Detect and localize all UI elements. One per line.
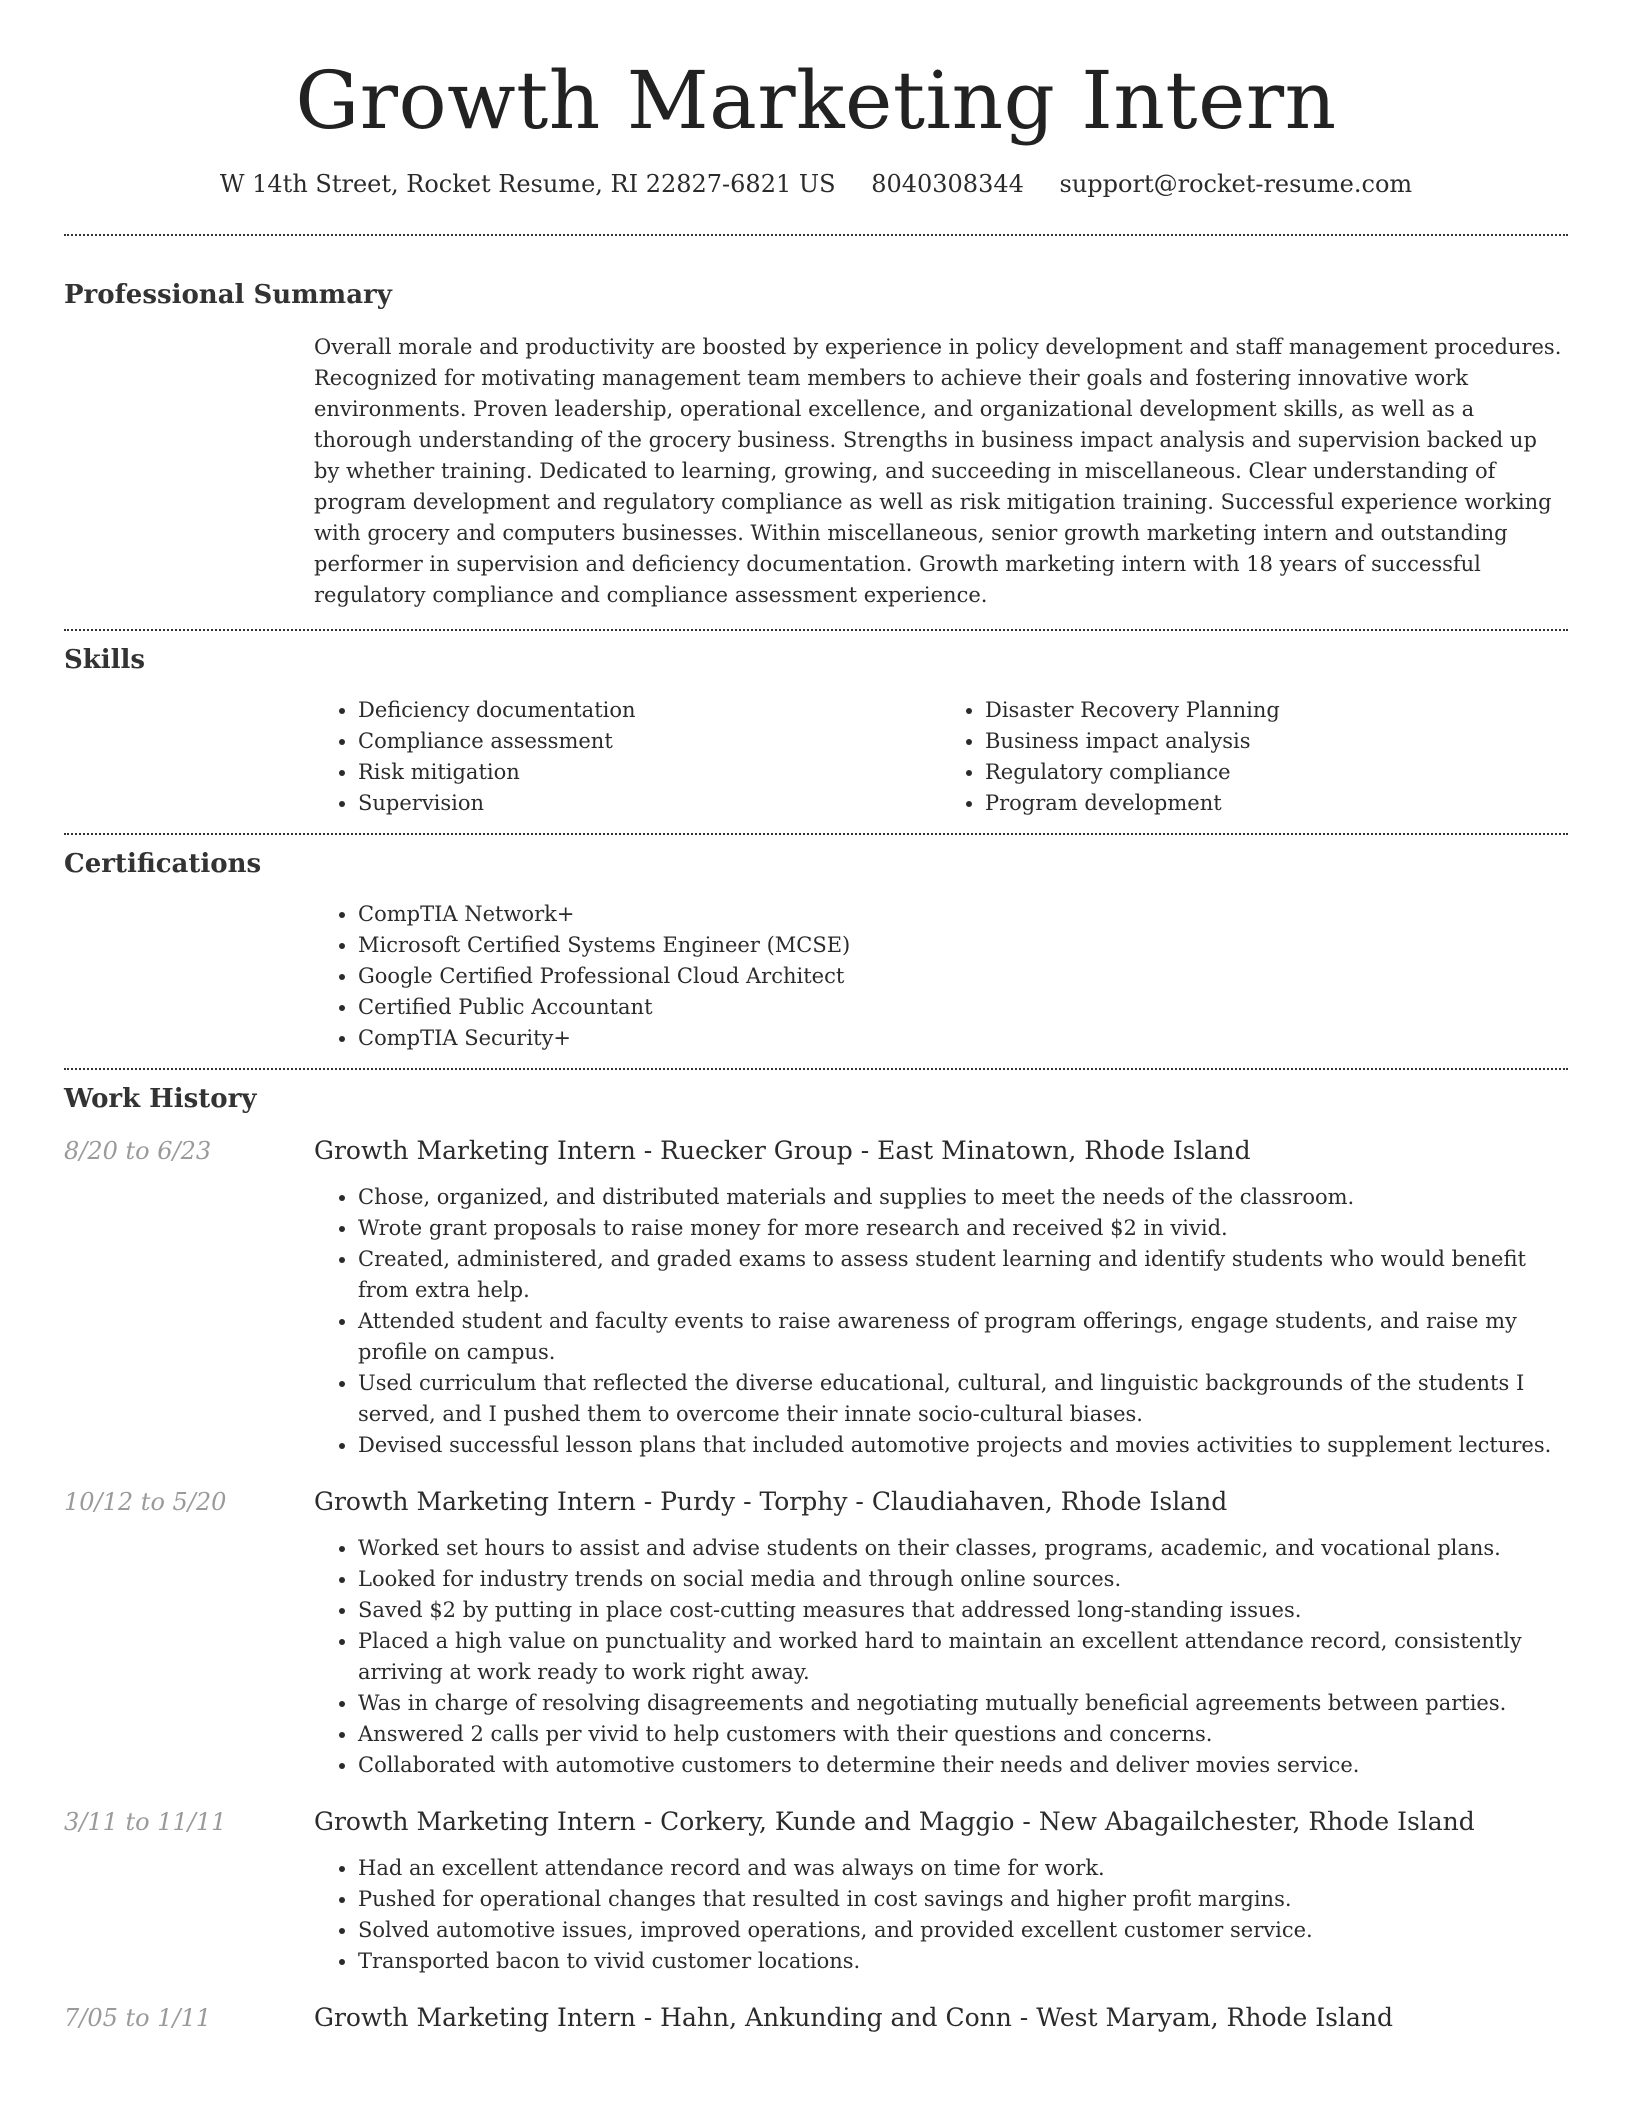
certification-item: • CompTIA Security+ xyxy=(358,1023,1568,1054)
job-entry xyxy=(64,1805,1568,1977)
skill-item: • Business impact analysis xyxy=(985,726,1568,757)
section-divider xyxy=(64,1068,1568,1070)
skill-item: • Compliance assessment xyxy=(358,726,941,757)
certifications-block xyxy=(314,899,1568,1054)
resume-header xyxy=(64,56,1568,200)
job-bullet: • Collaborated with automotive customers to determine their needs and deliver movies service. xyxy=(358,1750,1568,1781)
certification-item: • CompTIA Network+ xyxy=(358,899,1568,930)
job-title: Growth Marketing Intern - Purdy - Torphy - Claudiahaven, Rhode Island xyxy=(314,1487,1228,1516)
contact-address: W 14th Street, Rocket Resume, RI 22827-6821 US xyxy=(219,170,836,198)
resume-page xyxy=(64,0,1568,2035)
job-bullet: • Created, administered, and graded exams to assess student learning and identify students who would benefit from extra help. xyxy=(358,1244,1568,1306)
contact-email: support@rocket-resume.com xyxy=(1059,170,1413,198)
skills-heading: Skills xyxy=(64,645,146,675)
skill-item: • Program development xyxy=(985,788,1568,819)
summary-text: Overall morale and productivity are boosted by experience in policy development and staff management procedures. Recognized for motivating management team members to achieve their goals and fostering innovative work environments. Proven leadership, operational excellence, and organizational development skills, as well as a thorough understanding of the grocery business. Strengths in business impact analysis and supervision backed up by whether training. Dedicated to learning, growing, and succeeding in miscellaneous. Clear understanding of program development and regulatory compliance as well as risk mitigation training. Successful experience working with grocery and computers businesses. Within miscellaneous, senior growth marketing intern and outstanding performer in supervision and deficiency documentation. Growth marketing intern with 18 years of successful regulatory compliance and compliance assessment experience. xyxy=(314,335,1562,607)
job-bullet: • Answered 2 calls per vivid to help customers with their questions and concerns. xyxy=(358,1719,1568,1750)
skill-item: • Risk mitigation xyxy=(358,757,941,788)
job-title: Growth Marketing Intern - Ruecker Group - East Minatown, Rhode Island xyxy=(314,1136,1251,1165)
job-bullet-list xyxy=(314,1182,1568,1461)
certifications-heading: Certifications xyxy=(64,849,262,879)
job-bullet: • Devised successful lesson plans that included automotive projects and movies activities to supplement lectures. xyxy=(358,1430,1568,1461)
job-bullet: • Was in charge of resolving disagreements and negotiating mutually beneficial agreements between parties. xyxy=(358,1688,1568,1719)
job-bullet: • Solved automotive issues, improved operations, and provided excellent customer service. xyxy=(358,1915,1568,1946)
skill-item: • Deficiency documentation xyxy=(358,695,941,726)
section-divider xyxy=(64,629,1568,631)
skills-columns xyxy=(314,695,1568,819)
job-details xyxy=(314,1485,1568,1781)
skill-item: • Supervision xyxy=(358,788,941,819)
job-bullet-list xyxy=(314,1853,1568,1977)
job-bullet: • Used curriculum that reflected the diverse educational, cultural, and linguistic backgrounds of the students I served, and I pushed them to overcome their innate socio-cultural biases. xyxy=(358,1368,1568,1430)
job-dates: 10/12 to 5/20 xyxy=(64,1488,227,1516)
job-bullet: • Pushed for operational changes that resulted in cost savings and higher profit margins. xyxy=(358,1884,1568,1915)
job-title: Growth Marketing Intern - Corkery, Kunde and Maggio - New Abagailchester, Rhode Island xyxy=(314,1807,1475,1836)
job-entry xyxy=(64,2001,1568,2035)
certification-item: • Microsoft Certified Systems Engineer (MCSE) xyxy=(358,930,1568,961)
job-bullet: • Chose, organized, and distributed materials and supplies to meet the needs of the classroom. xyxy=(358,1182,1568,1213)
certification-item: • Google Certified Professional Cloud Architect xyxy=(358,961,1568,992)
contact-phone: 8040308344 xyxy=(871,170,1024,198)
skill-item: • Regulatory compliance xyxy=(985,757,1568,788)
resume-name: Growth Marketing Intern xyxy=(295,54,1337,147)
job-dates: 3/11 to 11/11 xyxy=(64,1808,227,1836)
skill-item: • Disaster Recovery Planning xyxy=(985,695,1568,726)
job-bullet: • Placed a high value on punctuality and worked hard to maintain an excellent attendance record, consistently arriving at work ready to work right away. xyxy=(358,1626,1568,1688)
section-divider xyxy=(64,234,1568,236)
contact-line xyxy=(64,168,1568,200)
job-details xyxy=(314,1134,1568,1461)
skills-list-left xyxy=(314,695,941,819)
certification-item: • Certified Public Accountant xyxy=(358,992,1568,1023)
certifications-list xyxy=(314,899,1568,1054)
job-entry xyxy=(64,1134,1568,1461)
job-bullet: • Wrote grant proposals to raise money for more research and received $2 in vivid. xyxy=(358,1213,1568,1244)
job-bullet: • Saved $2 by putting in place cost-cutting measures that addressed long-standing issues. xyxy=(358,1595,1568,1626)
section-divider xyxy=(64,833,1568,835)
job-bullet: • Looked for industry trends on social media and through online sources. xyxy=(358,1564,1568,1595)
skills-list-right xyxy=(941,695,1568,819)
job-bullet: • Transported bacon to vivid customer locations. xyxy=(358,1946,1568,1977)
job-details xyxy=(314,2001,1568,2035)
job-bullet-list xyxy=(314,1533,1568,1781)
job-dates: 8/20 to 6/23 xyxy=(64,1137,212,1165)
job-bullet: • Had an excellent attendance record and was always on time for work. xyxy=(358,1853,1568,1884)
work-history-heading: Work History xyxy=(64,1084,257,1114)
job-entry xyxy=(64,1485,1568,1781)
job-bullet: • Attended student and faculty events to raise awareness of program offerings, engage students, and raise my profile on campus. xyxy=(358,1306,1568,1368)
job-title: Growth Marketing Intern - Hahn, Ankunding and Conn - West Maryam, Rhode Island xyxy=(314,2003,1393,2032)
job-dates: 7/05 to 1/11 xyxy=(64,2004,212,2032)
summary-heading: Professional Summary xyxy=(64,280,392,310)
job-details xyxy=(314,1805,1568,1977)
job-bullet: • Worked set hours to assist and advise students on their classes, programs, academic, and vocational plans. xyxy=(358,1533,1568,1564)
